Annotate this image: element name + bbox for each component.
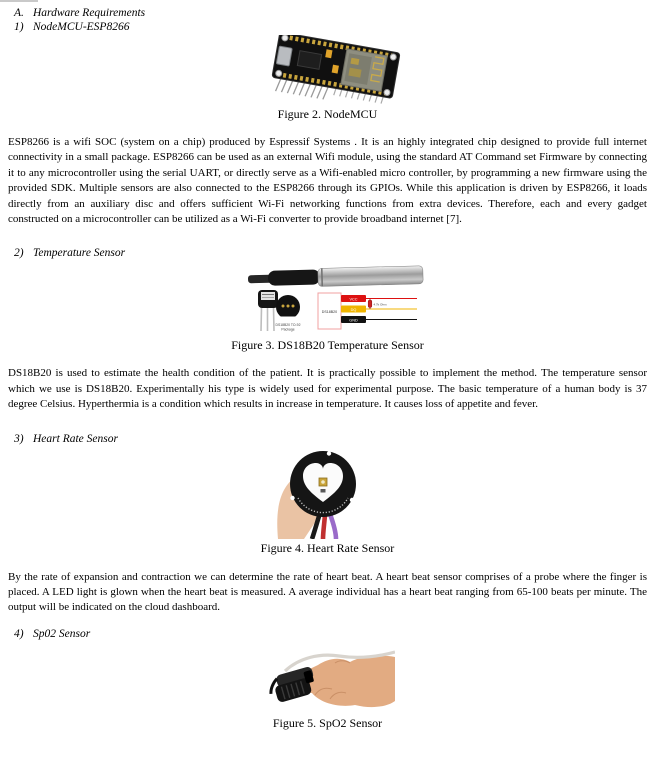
dq-label: DQ: [350, 308, 356, 313]
subsection-heading-temperature: [8, 247, 647, 260]
paragraph-ds18b20: DS18B20 is used to estimate the health condition of the patient. It is practically possible to implement the method. The temperature sensor which we use is DS18B20. Experimentally his type is widely used for experimental purpose. The basic temperature of a human body is 37 degree Celsius. Hyperthermia is a condition which results in increase in temperature. It causes loss of appetite and fever.: [8, 367, 647, 411]
subsection-heading-spo2: [8, 628, 647, 641]
subsection-number: 4): [14, 627, 24, 640]
subsection-heading-heart-rate: [8, 433, 647, 446]
figure-2: [8, 35, 647, 105]
subsection-title: Sp02 Sensor: [33, 627, 91, 640]
nodemcu-photo: [260, 35, 410, 105]
subsection-number: 2): [14, 247, 24, 260]
figure-4-caption: Figure 4. Heart Rate Sensor: [260, 540, 395, 555]
to92-bottom-view: [275, 295, 301, 332]
paragraph-heart-rate: By the rate of expansion and contraction we can determine the rate of heart beat. A heart beat sensor comprises of a probe where the finger is placed. A LED light is glown when the heart beat is measured. A average individual has a heart beat ranging from 65-100 beats per minute. The output will be indicated on the cloud dashboard.: [8, 570, 647, 614]
pulse-sensor-photo: [276, 446, 364, 539]
to92-caption-line1: DS18B20 TO-92: [275, 323, 300, 328]
subsection-title: Heart Rate Sensor: [33, 432, 118, 445]
paragraph-esp8266: ESP8266 is a wifi SOC (system on a chip) produced by Espressif Systems . It is an highly integrated chip designed to provide full internet connectivity in a small package. ESP8266 can be used as an external Wifi module, using the standard AT Command set Firmware by connecting it to any microcontroller using the serial UART, or directly serve as a Wifi-enabled micro controller, by programming a new firmware using the provided SDK. Multiple sensors are also connected to the ESP8266 through its GPIOs. While this application is driven by ESP8266, it loads directly from an auxiliary disc and offers sufficient Wi-Fi networking functions from extra devices. Therefore, each and every gadget constructed on a microcontroller can be utilized as a Wi-Fi converter to provide broadband internet [7].: [8, 136, 647, 226]
figure-5-caption: Figure 5. SpO2 Sensor: [272, 715, 383, 730]
resistor-label: 4.7k Ohm: [373, 302, 387, 307]
gnd-label: GND: [348, 318, 358, 323]
usb-connector: [276, 46, 292, 66]
subsection-title: Temperature Sensor: [33, 247, 126, 260]
figure-2-caption: Figure 2. NodeMCU: [277, 107, 378, 121]
subsection-title: NodeMCU-ESP8266: [33, 21, 130, 33]
figure-3: [8, 263, 647, 337]
figure-3-caption: Figure 3. DS18B20 Temperature Sensor: [231, 338, 424, 353]
spo2-sensor-photo: [255, 647, 395, 713]
vcc-label: VCC: [348, 297, 358, 302]
to92-caption-line2: Package: [280, 327, 295, 332]
subsection-number: 3): [14, 432, 24, 445]
section-heading: [8, 7, 647, 20]
probe: [248, 266, 423, 289]
wiring-diagram: [318, 293, 417, 329]
subsection-heading-nodemcu: [8, 21, 647, 34]
usb-serial-chip: [297, 51, 321, 70]
page-edge-artifact: [0, 0, 38, 2]
chip-label: DS18B20: [321, 310, 337, 315]
pullup-resistor: [368, 300, 372, 308]
section-title: Hardware Requirements: [33, 7, 146, 19]
figure-4: [8, 446, 647, 539]
subsection-number: 1): [14, 21, 24, 33]
section-label: A.: [14, 7, 24, 19]
ds18b20-photo: [248, 263, 424, 337]
figure-5: [8, 647, 647, 713]
